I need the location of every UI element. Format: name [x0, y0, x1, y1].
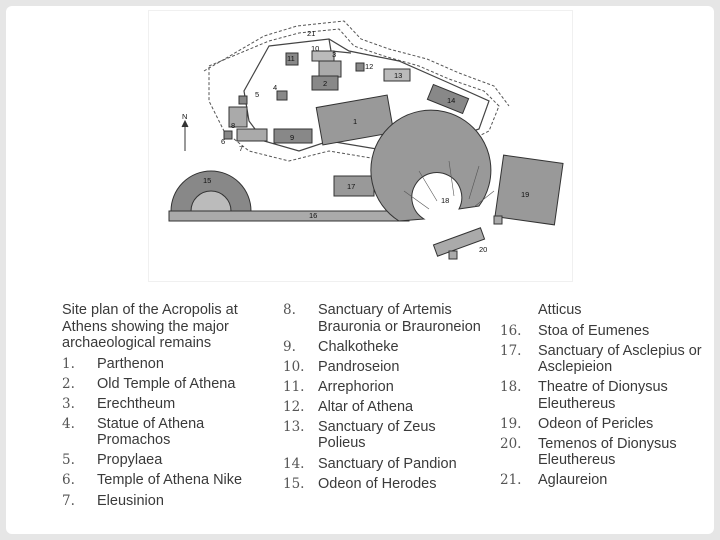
site-plan-drawing — [149, 11, 572, 281]
plan-label: 20 — [479, 245, 488, 254]
legend-item-number: 14. — [283, 455, 305, 472]
building-12 — [356, 63, 364, 71]
legend-item-number: 13. — [283, 418, 305, 435]
legend-item — [500, 472, 712, 489]
legend-item — [283, 359, 483, 376]
legend-item-number: 5. — [62, 452, 75, 469]
building-4 — [277, 91, 287, 100]
legend-continuation: Atticus — [538, 302, 582, 318]
legend-item-label: Pandroseion — [318, 358, 400, 375]
plan-label: 12 — [365, 62, 374, 71]
legend-item-number: 20. — [500, 435, 522, 452]
legend-title: Site plan of the Acropolis at Athens showing the major archaeological remains — [62, 302, 238, 351]
plan-label: 1 — [353, 117, 358, 126]
plan-label: 2 — [323, 79, 328, 88]
legend-item-label: Eleusinion — [97, 492, 164, 509]
legend-item — [62, 356, 272, 373]
plan-label: 17 — [347, 182, 356, 191]
plan-label: 14 — [447, 96, 456, 105]
legend-item — [500, 323, 712, 340]
legend-item — [283, 302, 483, 335]
legend-item-label: Aglaureion — [538, 472, 608, 489]
legend-column-1 — [62, 302, 272, 513]
legend-item-label: Chalkotheke — [318, 338, 399, 355]
legend-item — [500, 343, 712, 376]
legend-item — [500, 379, 712, 412]
legend-item — [283, 379, 483, 396]
legend-item-label: Odeon of Pericles — [538, 415, 654, 432]
legend-item-number: 12. — [283, 398, 305, 415]
legend-item-number: 21. — [500, 472, 522, 489]
legend-item-number: 15. — [283, 475, 305, 492]
legend-item-number: 9. — [283, 338, 296, 355]
legend-item — [62, 472, 272, 489]
north-arrow — [182, 121, 188, 151]
legend-list-2 — [283, 302, 483, 492]
legend-item-label: Theatre of Dionysus Eleuthereus — [538, 379, 668, 412]
plan-label: 21 — [307, 29, 316, 38]
legend-item — [62, 376, 272, 393]
plan-label: 4 — [273, 83, 278, 92]
legend-item-label: Temple of Athena Nike — [97, 472, 243, 489]
legend-item-label: Sanctuary of Pandion — [318, 455, 457, 472]
plan-label: 16 — [309, 211, 318, 220]
legend-item-number: 18. — [500, 379, 522, 396]
plan-label: 9 — [290, 133, 295, 142]
legend-item — [500, 416, 712, 433]
acropolis-site-plan — [148, 10, 573, 282]
stoa-of-eumenes — [169, 211, 409, 221]
legend-item-number: 3. — [62, 395, 75, 412]
legend-item-label: Odeon of Herodes — [318, 475, 437, 492]
legend-item — [283, 419, 483, 452]
legend-item-label: Arrephorion — [318, 378, 394, 395]
legend-item-number: 19. — [500, 415, 522, 432]
plan-label: 10 — [311, 44, 320, 53]
plan-label: 7 — [239, 144, 244, 153]
legend-item-label: Temenos of Dionysus Eleuthereus — [538, 435, 677, 469]
legend-column-3 — [500, 302, 712, 493]
legend-item — [62, 416, 272, 449]
legend-item-label: Sanctuary of Zeus Polieus — [318, 418, 436, 452]
legend-item — [283, 399, 483, 416]
legend-item-label: Parthenon — [97, 355, 164, 372]
legend-item — [283, 476, 483, 493]
building-6 — [224, 131, 232, 139]
legend-item-label: Sanctuary of Asclepius or Asclepieion — [538, 342, 702, 376]
legend-item-number: 1. — [62, 355, 75, 372]
legend-item-label: Sanctuary of Artemis Brauronia or Brauroneion — [318, 302, 481, 335]
legend-item — [283, 339, 483, 356]
legend-item-number: 10. — [283, 358, 305, 375]
legend-item — [62, 396, 272, 413]
plan-label: 11 — [287, 54, 295, 63]
plan-label: 3 — [332, 50, 337, 59]
plan-label: 8 — [231, 121, 236, 130]
plan-label: 18 — [441, 196, 450, 205]
legend-list-1 — [62, 356, 272, 510]
legend-item — [500, 436, 712, 469]
legend-item-number: 11. — [283, 378, 305, 395]
legend-item-number: 6. — [62, 472, 75, 489]
building-5 — [239, 96, 247, 104]
plan-label: N — [182, 112, 188, 121]
plan-label: 15 — [203, 176, 212, 185]
temenos-of-dionysus — [433, 216, 502, 259]
building-8 — [237, 129, 267, 141]
plan-label: 5 — [255, 90, 260, 99]
legend-item-number: 4. — [62, 415, 75, 432]
legend-column-2 — [283, 302, 483, 496]
legend-item-label: Propylaea — [97, 452, 163, 469]
legend-item-number: 16. — [500, 322, 522, 339]
legend-item — [62, 493, 272, 510]
plan-label: 6 — [221, 137, 226, 146]
legend-item-label: Altar of Athena — [318, 398, 414, 415]
legend-item-label: Stoa of Eumenes — [538, 322, 650, 339]
legend-item-label: Statue of Athena Promachos — [97, 415, 205, 449]
legend-item-number: 7. — [62, 492, 75, 509]
legend-item — [62, 452, 272, 469]
legend-item-label: Erechtheum — [97, 395, 176, 412]
theatre-of-dionysus — [371, 110, 494, 221]
building-3 — [319, 61, 341, 77]
plan-label: 13 — [394, 71, 403, 80]
legend-list-3 — [500, 323, 712, 489]
legend-item-label: Old Temple of Athena — [97, 375, 236, 392]
plan-label: 19 — [521, 190, 530, 199]
legend-item-number: 17. — [500, 342, 522, 359]
legend-item — [283, 456, 483, 473]
legend-item-number: 2. — [62, 375, 75, 392]
legend-item-number: 8. — [283, 302, 296, 318]
